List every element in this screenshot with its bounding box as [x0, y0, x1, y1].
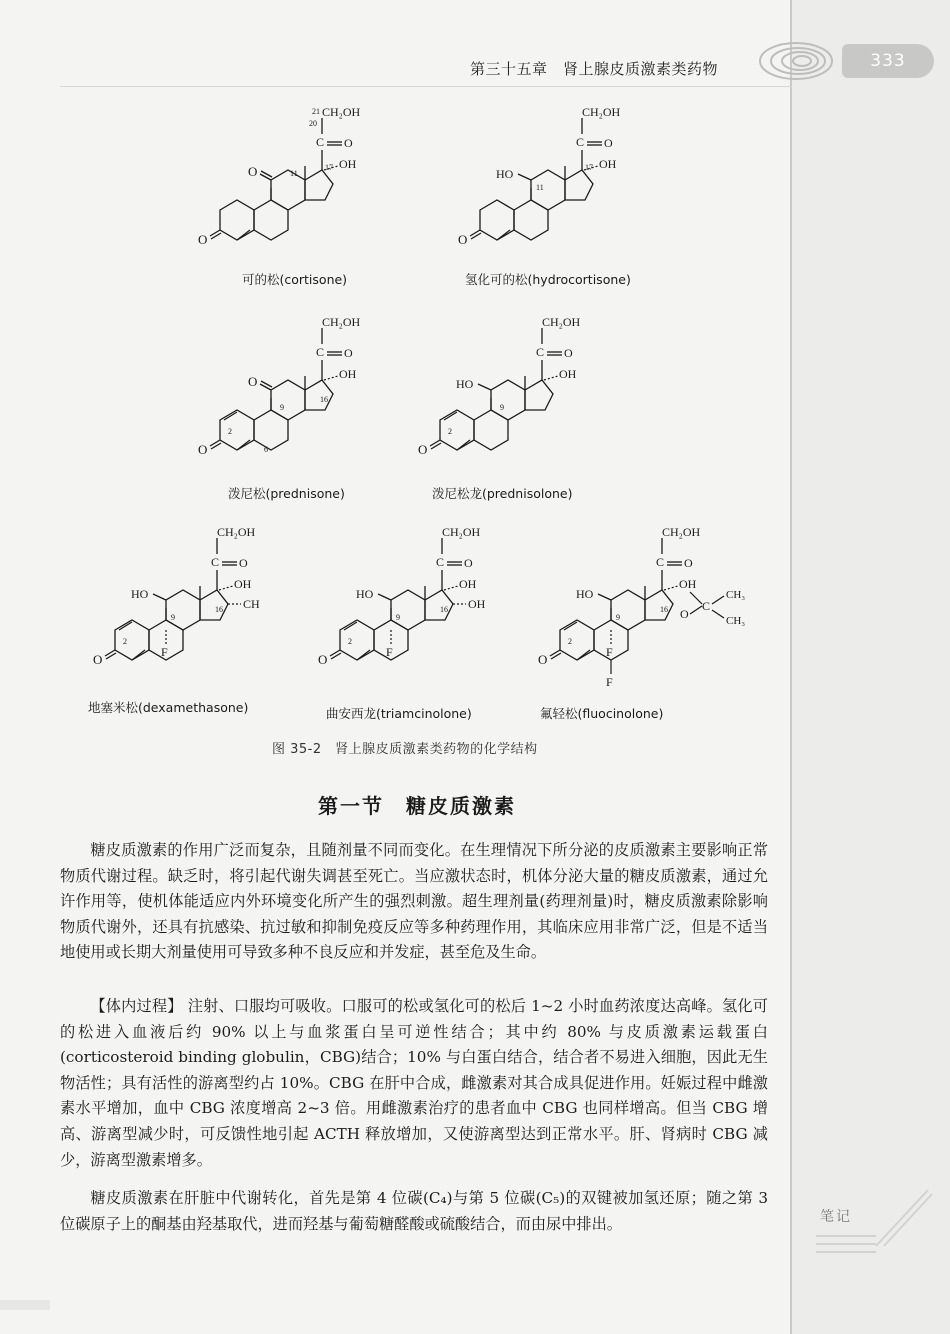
label-hydrocortisone: 氢化可的松(hydrocortisone) [465, 272, 631, 287]
section-title: 第一节 糖皮质激素 [318, 794, 516, 818]
svg-text:17: 17 [325, 163, 333, 172]
svg-text:20: 20 [309, 119, 317, 128]
label-dexamethasone: 地塞米松(dexamethasone) [88, 700, 249, 715]
svg-text:HO: HO [131, 587, 149, 601]
steroid-structures-svg: O C O CH₂OH OH O 11 20 21 17 HO 11 17 O 2 9 6 16 HO 2 9 HO F CH 2 9 16 HO F OH 2 9 16 HO F F O C CH₃ CH₃ 2 9 16 [38, 105, 746, 689]
triamcinolone-structure [318, 525, 486, 667]
svg-text:2: 2 [348, 637, 352, 646]
prednisone-structure [198, 315, 361, 457]
svg-text:16: 16 [440, 605, 448, 614]
svg-text:HO: HO [456, 377, 474, 391]
svg-text:16: 16 [660, 605, 668, 614]
paragraph-pharmacokinetics [60, 994, 768, 1173]
svg-text:F: F [161, 645, 168, 659]
svg-text:9: 9 [500, 403, 504, 412]
page-edge [790, 0, 792, 1334]
fluocinolone-structure [538, 525, 745, 689]
svg-text:9: 9 [616, 613, 620, 622]
cortisone-structure [198, 105, 361, 247]
svg-text:11: 11 [290, 169, 298, 178]
dexamethasone-structure [93, 525, 260, 667]
svg-text:2: 2 [448, 427, 452, 436]
label-prednisone: 泼尼松(prednisone) [228, 486, 345, 501]
swirl-decoration-icon [756, 40, 846, 82]
svg-text:2: 2 [228, 427, 232, 436]
svg-text:O: O [680, 607, 689, 621]
svg-text:21: 21 [312, 107, 320, 116]
svg-text:O: O [248, 374, 258, 389]
svg-text:16: 16 [320, 395, 328, 404]
header-rule [60, 86, 792, 87]
scan-smudge [0, 1300, 50, 1310]
hydrocortisone-structure [458, 105, 621, 247]
svg-text:O: O [248, 164, 258, 179]
label-fluocinolone: 氟轻松(fluocinolone) [540, 706, 664, 721]
svg-text:9: 9 [171, 613, 175, 622]
figure-caption: 图 35-2 肾上腺皮质激素类药物的化学结构 [272, 742, 538, 757]
svg-text:F: F [386, 645, 393, 659]
svg-text:CH: CH [243, 597, 260, 611]
svg-text:9: 9 [396, 613, 400, 622]
page-number: 333 [842, 44, 934, 78]
svg-text:CH₃: CH₃ [726, 615, 746, 627]
term-pharmacokinetics: 【体内过程】 [90, 997, 183, 1015]
paragraph-metabolism: 糖皮质激素在肝脏中代谢转化，首先是第 4 位碳(C₄)与第 5 位碳(C₅)的双键被加氢还原；随之第 3 位碳原子上的酮基由羟基取代，进而羟基与葡萄糖醛酸或硫酸结合，而由尿中排出。 [60, 1189, 768, 1233]
svg-text:OH: OH [468, 597, 486, 611]
svg-text:17: 17 [585, 163, 593, 172]
label-triamcinolone: 曲安西龙(triamcinolone) [326, 706, 472, 721]
label-cortisone: 可的松(cortisone) [242, 272, 348, 287]
svg-text:2: 2 [568, 637, 572, 646]
paragraph-pharmacokinetics-text: 注射、口服均可吸收。口服可的松或氢化可的松后 1~2 小时血药浓度达高峰。氢化可的松进入血液后约 90% 以上与血浆蛋白呈可逆性结合；其中约 80% 与皮质激素运载蛋白(corticosteroid binding globulin，CBG)结合；10% 与白蛋白结合，结合者不易进入细胞，因此无生物活性；具有活性的游离型约占 10%。CBG 在肝中合成，雌激素对其合成具促进作用。妊娠过程中雌激素水平增加，血中 CBG 浓度增高 2~3 倍。用雌激素治疗的患者血中 CBG 也同样增高。但当 CBG 增高、游离型减少时，可反馈性地引起 ACTH 释放增加，又使游离型达到正常水平。肝、肾病时 CBG 减少，游离型激素增多。 [60, 997, 768, 1169]
svg-text:9: 9 [280, 403, 284, 412]
chemical-structures-figure [38, 100, 790, 740]
svg-text:2: 2 [123, 637, 127, 646]
svg-text:HO: HO [576, 587, 594, 601]
page-margin [792, 0, 950, 1334]
notes-decoration-icon [816, 1186, 936, 1266]
label-prednisolone: 泼尼松龙(prednisolone) [432, 486, 573, 501]
svg-text:16: 16 [215, 605, 223, 614]
notes-label: 笔记 [820, 1209, 852, 1225]
chapter-header: 第三十五章 肾上腺皮质激素类药物 [470, 60, 719, 78]
svg-text:HO: HO [496, 167, 514, 181]
svg-text:11: 11 [536, 183, 544, 192]
svg-text:F: F [606, 675, 613, 689]
svg-text:6: 6 [264, 445, 268, 454]
svg-text:C: C [702, 599, 711, 613]
svg-text:HO: HO [356, 587, 374, 601]
prednisolone-structure [418, 315, 581, 457]
paragraph-intro: 糖皮质激素的作用广泛而复杂，且随剂量不同而变化。在生理情况下所分泌的皮质激素主要影响正常物质代谢过程。缺乏时，将引起代谢失调甚至死亡。当应激状态时，机体分泌大量的糖皮质激素，通过允许作用等，使机体能适应内外环境变化所产生的强烈刺激。超生理剂量(药理剂量)时，糖皮质激素除影响物质代谢外，还具有抗感染、抗过敏和抑制免疫反应等多种药理作用，其临床应用非常广泛，但是不适当地使用或长期大剂量使用可导致多种不良反应和并发症，甚至危及生命。 [60, 841, 768, 962]
svg-text:CH₃: CH₃ [726, 589, 746, 601]
svg-text:F: F [606, 645, 613, 659]
